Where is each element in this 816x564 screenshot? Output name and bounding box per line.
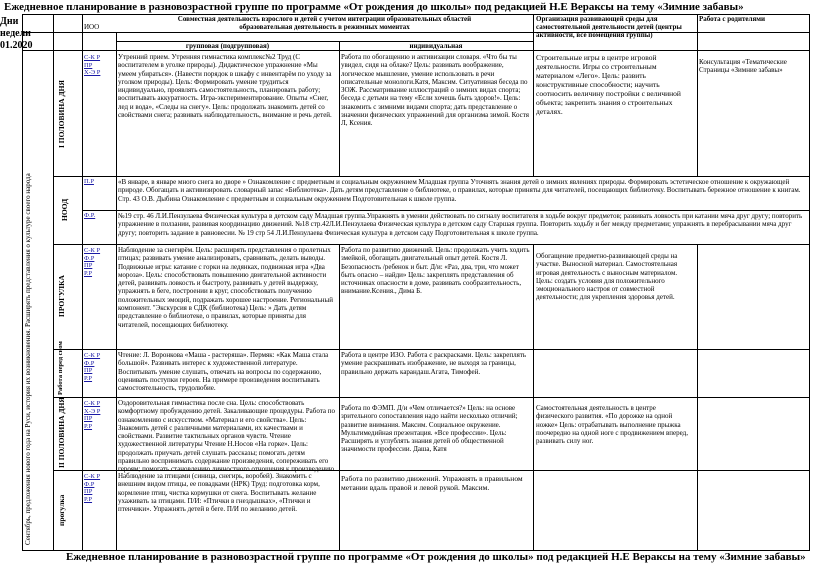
codes-walk: С-К Р Ф.Р ПР Р.Р: [84, 247, 101, 277]
period-nood: НООД: [60, 198, 69, 222]
fr-text: №19 стр. 46 Л.И.Пензулаева Физическая культура в детском саду Младшая группа.Упражнять в умении действовать по сигналу воспитателя в ходьбе вокруг предметов; развивать ловкость при катании мяча друг другу; повторить упражнение в ползании, развивая координацию движений. №18 стр.42Л.И.Пензулаева Физическая культура в детском саду Старшая группа. Повторить ходьбу и бег между предметами; упражнять в перебрасывании мяча друг другу; повторить задание в равновесии. № 19 стр 54 Л.И.Пензулаева Физическая культура в детском саду Подготовительная к школе группа.: [118, 212, 803, 237]
codes-nood: П.Р: [84, 178, 94, 185]
group-header: групповая (подгрупповая): [185, 42, 270, 50]
period-morning: I ПОЛОВИНА ДНЯ: [57, 80, 66, 148]
codes-afternoon: С-К Р Х-Э Р ПР Р.Р: [84, 400, 101, 430]
parents-header: Работа с родителями: [699, 15, 766, 23]
bottom-title: Ежедневное планирование в разновозрастной группе по программе «От рождения до школы» под редакцией Н.Е Вераксы на тему «Зимние забавы»: [66, 551, 806, 563]
morning-parents-text: Консультация «Тематические Страницы «Зимние забавы»: [699, 58, 787, 75]
afternoon-group-text: Оздоровительная гимнастика после сна. Цель: способствовать комфортному пробуждению детей. Закаливающие процедуры. Работа по ознакомлению с искусством. «Материал и его свойства». Цель: Знакомить детей с различными материалами, их качествами и свойствами. Развитие тактильных органов чувств. Чтение художественной литературы Чтение Н.Носов «На горке». Цель: продолжать приучать детей слушать рассказы; помогать детям правильно воспринимать содержание произведения, сопереживать его героям; помогать становлению личностного отношения к произведению.: [118, 399, 336, 474]
nood-text: «В январе, в январе много снега во дворе » Ознакомление с предметным и социальным окружением Младшая группа Уточнять знания детей о зимних явлениях природы. Формировать эстетическое отношение к окружающей природе. Обогащать и активизировать словарный запас «Библиотека». Дать детям представление о библиотеке, о правилах, которые приняты для читателей, посещающих библиотеку. Воспитывать бережное отношение к книгам. Стр. 43 О.В. Дыбина Ознакомление с предметным и социальным окружением Подготовительная к школе группа.: [118, 178, 801, 203]
sleep-individual-text: Работа в центре ИЗО. Работа с раскрасками. Цель: закреплять умение раскрашивать изображение, не выходя за границы, правильно держать карандаш.Агата, Тимофей.: [341, 351, 527, 376]
walk-group-text: Наблюдение за снегирём. Цель: расширять представления о пролетных птицах; развивать умение анализировать, сравнивать, делать выводы. Подвижные игры: катание с горки на ледянках, подвижная игра «Два мороза». Цель: способствовать повышению двигательной активности детей, развивать ловкость и быстроту, развивать у детей выдержку, упражнять в беге, построении в круг, способствовать получению положительных эмоций, подражать хорошее настроение. Региональный компонент. "Экскурсия в СДК (библиотека) Цель: » Дать детям представление о библиотеке, о правилах, которые приняты для читателей, посещающих библиотеку.: [118, 246, 333, 329]
evening-individual-text: Работа по развитию движений. Упражнять в правильном метании вдаль правой и левой рукой. Максим.: [341, 474, 523, 492]
period-before-sleep: Работа перед сном: [57, 341, 64, 395]
page-title: Ежедневное планирование в разновозрастной группе по программе «От рождения до школы» под редакцией Н.Е Вераксы на тему «Зимние забавы»: [4, 1, 744, 13]
codes-morning: С-К Р ПР Х-Э Р: [84, 54, 101, 77]
regime-header: образовательная деятельность в режимных моментах: [239, 23, 410, 31]
env-header: Организация развивающей среды для самостоятельной деятельности детей (центры активности, все помещения группы): [536, 15, 682, 39]
codes-before-sleep: С-К Р Ф.Р ПР Р.Р: [84, 352, 101, 382]
afternoon-individual-text: Работа по ФЭМП. Д/и «Чем отличается?» Цель: на основе зрительного сопоставления надо найти несколько отличий; развитие внимания. Максим. Социальное окружение. Мультимедийная презентация. «Все профессии». Цель: Расширять и углублять знания детей об общественной значимости профессии. Даша, Катя: [341, 404, 518, 454]
walk-individual-text: Работа по развитию движений. Цель: продолжать учить ходить змейкой, обогащать двигательный опыт детей. Костя Л. Безопасность /ребенок и быт. Д/и: «Раз, два, три, что может быть опасно – найди» Цель: закреплять представления об источниках опасности в доме, развивать сообразительность, внимание.Ксения., Дима Б.: [341, 246, 530, 296]
sleep-group-text: Чтение: Л. Воронкова «Маша - растеряша». Пермяк: «Как Маша стала большой». Развивать интерес к художественной литературе. Воспитывать умение слушать, отвечать на вопросы по содержанию, оценивать поступки героев. На примере произведения воспитывать самостоятельность, трудолюбие.: [118, 351, 329, 393]
afternoon-env-text: Самостоятельная деятельность в центре физического развития. «По дорожке на одной ножке» Цель: отрабатывать выполнение прыжка поочередно на одной ноге с продвижением вперед, развивать силу ног.: [536, 404, 688, 446]
walk-env-text: Обогащение предметно-развивающей среды на участке. Выносной материал. Самостоятельная игровая деятельность с выносным материалом. Цель: создать условия для положительного эмоционального настроя от совместной деятельности; для укрепления здоровья детей.: [536, 252, 678, 302]
joint-header: Совместная деятельность взрослого и детей с учетом интеграции образовательных областей: [177, 15, 472, 23]
period-evening-walk: прогулка: [57, 494, 66, 527]
morning-group-text: Утренний прием. Утренняя гимнастика комплекс№2 Труд (С воспитателем в уголке природы). Дидактическое упражнение «Мы умеем убираться». (Навести порядок в шкафу с инвентарём по уходу за уголком природы). Цель: Формировать умение трудиться индивидуально, проявлять самостоятельность, планировать работу; воспитывать аккуратность. Игра-экспериментирование. Опыты «Снег, лед и вода», «Следы на снегу». Цель: продолжать знакомить детей со свойствами снега; развивать наблюдательность, внимание и речь детей.: [118, 53, 332, 120]
side-theme-label: Сентябрь, предложения нового года на Руси, история их возникновения. Расширять представления о культуре своего народа: [24, 173, 32, 545]
evening-group-text: Наблюдение за птицами (синица, снегирь, воробей). Знакомить с внешним видом птицы, ее повадками (НРК) Труд: подготовка корм, кормление птиц, чистка кормушки от снега. Воспитывать желание ухаживать за птицами. П/И: «Птички в гнездышках», «Птички и птенчики». Упражнять детей в беге. П/И по желанию детей.: [118, 472, 320, 514]
codes-fr: Ф.Р.: [84, 212, 96, 219]
period-walk: ПРОГУЛКА: [57, 275, 66, 318]
morning-env-text: Строительные игры в центре игровой деятельности. Игры со строительным материалом «Лего». Цель: развить конструктивные способности; научить соотносить величину постройки с величиной объекта; закрепить знания о строительных деталях.: [536, 53, 681, 116]
individual-header: индивидуальная: [409, 42, 463, 50]
morning-individual-text: Работа по обогащению и активизации словаря. «Что бы ты увидел, сидя на облаке? Цель: развивать воображение, логическое мышление, умение использовать в речи описательные монологи.Катя, Максим. Ситуативная беседа по ЗОЖ. Рассматривание иллюстраций о зимних видах спорта; беседа с детьми на тему «Если хочешь быть здоров!». Цель: знакомить с зимними видами спорта; дать представление о значении физических упражнений для организма зимой. Костя Л, Ксения.: [341, 53, 529, 128]
ioo-header: ИОО: [84, 23, 100, 31]
period-afternoon: II ПОЛОВИНА ДНЯ: [57, 397, 66, 468]
codes-evening-walk: С-К Р Ф.Р ПР Р.Р: [84, 473, 101, 503]
day-label: Дни недели 01.2020: [0, 16, 33, 51]
